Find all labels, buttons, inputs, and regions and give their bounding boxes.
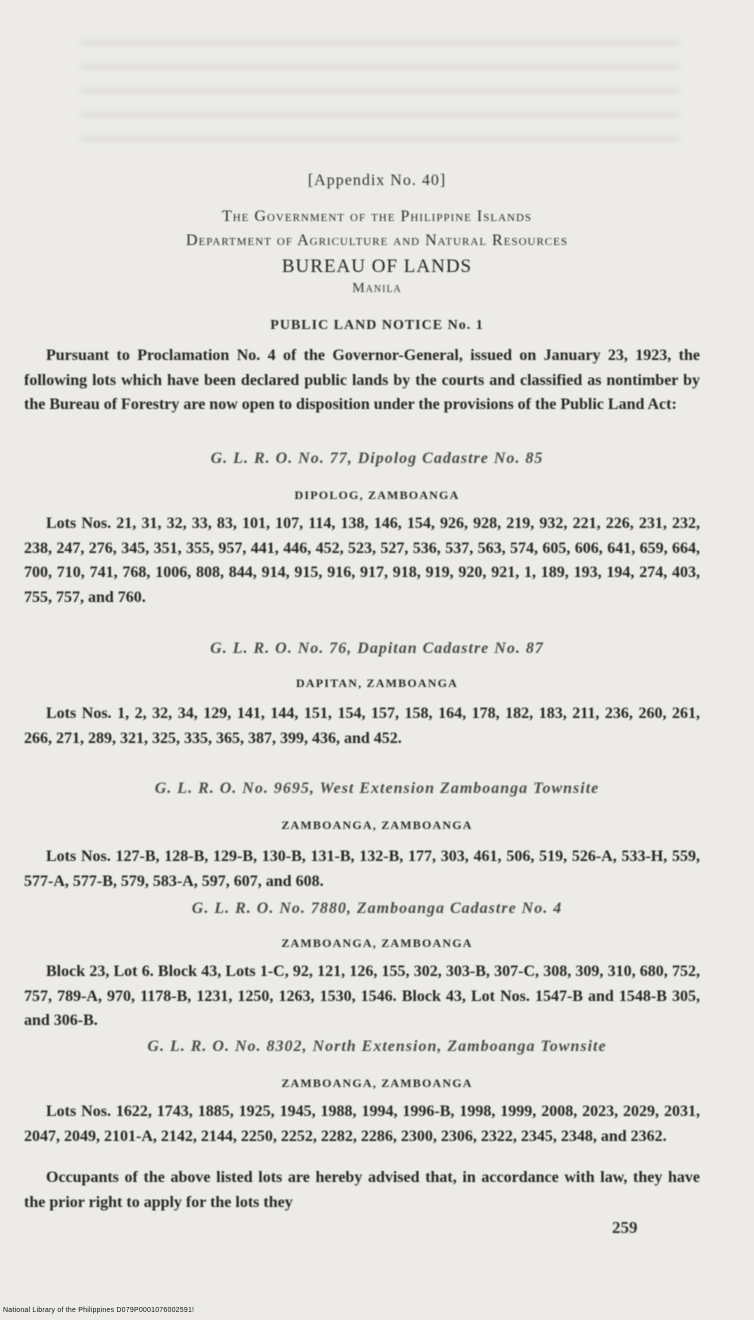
section-place: DIPOLOG, ZAMBOANGA: [294, 488, 460, 502]
section-heading: G. L. R. O. No. 7880, Zamboanga Cadastre No. 4: [191, 900, 563, 917]
intro-paragraph: Pursuant to Proclamation No. 4 of the Governor-General, issued on January 23, 1923, the following lots which have been declared public lands by the courts and classified as nontimber by the Bureau of Forestry are now open to disposition under the provisions of the Public Land Act:: [24, 347, 700, 413]
section-heading: G. L. R. O. No. 77, Dipolog Cadastre No. 85: [210, 450, 544, 467]
section-heading: G. L. R. O. No. 9695, West Extension Zamboanga Townsite: [154, 780, 600, 797]
appendix-label: [Appendix No. 40]: [307, 172, 447, 189]
section-heading: G. L. R. O. No. 76, Dapitan Cadastre No. 87: [210, 640, 544, 657]
section-heading: G. L. R. O. No. 8302, North Extension, Zamboanga Townsite: [147, 1038, 607, 1055]
section-place: ZAMBOANGA, ZAMBOANGA: [281, 1076, 473, 1090]
lots-paragraph: Block 23, Lot 6. Block 43, Lots 1-C, 92, 121, 126, 155, 302, 303-B, 307-C, 308, 309, 310, 680, 752, 757, 789-A, 970, 1178-B, 1231, 1250, 1263, 1530, 1546. Block 43, Lot Nos. 1547-B and 1548-B 305, and 306-B.: [24, 963, 700, 1029]
lots-paragraph: Lots Nos. 1, 2, 32, 34, 129, 141, 144, 151, 154, 157, 158, 164, 178, 182, 183, 211, 236, 260, 261, 266, 271, 289, 321, 325, 335, 365, 387, 399, 436, and 452.: [24, 705, 700, 747]
department-heading: Department of Agriculture and Natural Resources: [186, 232, 568, 249]
section-place: ZAMBOANGA, ZAMBOANGA: [281, 936, 473, 950]
scan-footer: National Library of the Philippines D079P0001076002591!: [3, 1307, 195, 1314]
lots-paragraph: Lots Nos. 127-B, 128-B, 129-B, 130-B, 131-B, 132-B, 177, 303, 461, 506, 519, 526-A, 533-H, 559, 577-A, 577-B, 579, 583-A, 597, 607, and 608.: [24, 848, 700, 890]
section-place: DAPITAN, ZAMBOANGA: [295, 676, 459, 690]
closing-paragraph: Occupants of the above listed lots are hereby advised that, in accordance with law, they have the prior right to apply for the lots they: [24, 1169, 700, 1211]
page-number: 259: [612, 1218, 638, 1237]
section-place: ZAMBOANGA, ZAMBOANGA: [281, 818, 473, 832]
notice-title: PUBLIC LAND NOTICE No. 1: [270, 318, 484, 333]
lots-paragraph: Lots Nos. 21, 31, 32, 33, 83, 101, 107, 114, 138, 146, 154, 926, 928, 219, 932, 221, 226, 231, 232, 238, 247, 276, 345, 351, 355, 957, 441, 446, 452, 523, 527, 536, 537, 563, 574, 605, 606, 641, 659, 664, 700, 710, 741, 768, 1006, 808, 844, 914, 915, 916, 917, 918, 919, 920, 921, 1, 189, 193, 194, 274, 403, 755, 757, and 760.: [24, 515, 700, 606]
city-heading: Manila: [352, 281, 402, 296]
bureau-heading: BUREAU OF LANDS: [281, 256, 473, 277]
government-heading: The Government of the Philippine Islands: [221, 208, 533, 225]
lots-paragraph: Lots Nos. 1622, 1743, 1885, 1925, 1945, 1988, 1994, 1996-B, 1998, 1999, 2008, 2023, 2029, 2031, 2047, 2049, 2101-A, 2142, 2144, 2250, 2252, 2282, 2286, 2300, 2306, 2322, 2345, 2348, and 2362.: [24, 1103, 700, 1145]
